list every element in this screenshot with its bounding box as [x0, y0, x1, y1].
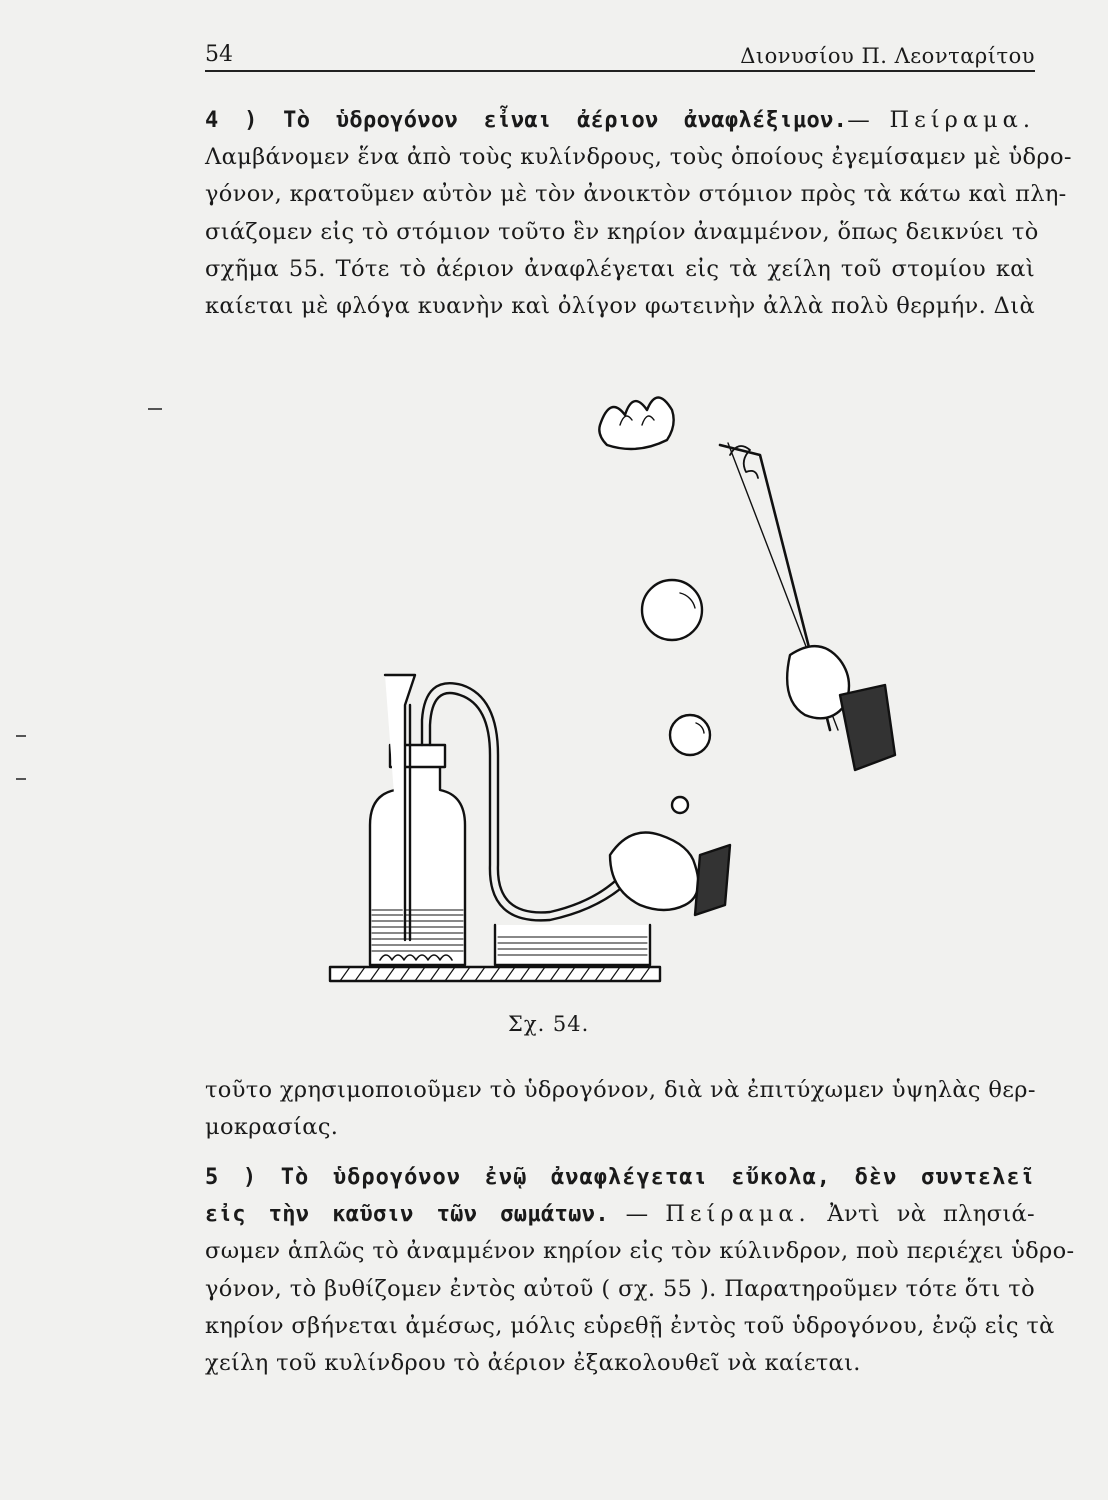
section-4-heading-line: [205, 102, 1035, 139]
running-head: Διονυσίου Π. Λεονταρίτου: [740, 44, 1035, 68]
text-line: σιάζομεν εἰς τὸ στόμιον τοῦτο ἓν κηρίον ἀναμμένον, ὅπως δεικνύει τὸ: [205, 218, 1039, 245]
right-cuff: [840, 685, 895, 770]
section-4-continuation: [205, 1072, 1035, 1146]
page-number: 54: [205, 42, 233, 67]
text-line: Λαμβάνομεν ἕνα ἀπὸ τοὺς κυλίνδρους, τοὺς ὁποίους ἐγεμίσαμεν μὲ ὑδρο-: [205, 144, 1072, 171]
section-5-paragraph: [205, 1159, 1075, 1382]
experiment-label: Πείραμα.: [665, 1201, 811, 1228]
left-cuff: [695, 845, 730, 915]
text-line: τοῦτο χρησιμοποιοῦμεν τὸ ὑδρογόνον, διὰ νὰ ἐπιτύχωμεν ὑψηλὰς θερ-: [205, 1077, 1036, 1103]
soap-bubble-small: [670, 715, 710, 755]
flask: [370, 765, 465, 965]
text-line: κηρίον σβήνεται ἀμέσως, μόλις εὑρεθῇ ἐντὸς τοῦ ὑδρογόνου, ἐνῷ εἰς τὰ: [205, 1312, 1055, 1339]
nozzle-tip: [672, 797, 688, 813]
text-line: σχῆμα 55. Τότε τὸ ἀέριον ἀναφλέγεται εἰς τὰ χείλη τοῦ στομίου καὶ: [205, 255, 1035, 282]
margin-mark: [148, 408, 162, 410]
right-hand: [787, 646, 849, 718]
trough: [495, 925, 650, 965]
text-line: μοκρασίας.: [205, 1114, 339, 1141]
figure-54-illustration: [320, 385, 950, 1005]
dash: —: [608, 1201, 666, 1228]
text-fragment: Ἀντὶ νὰ πλησιά-: [810, 1201, 1035, 1228]
dash: —: [847, 107, 890, 133]
text-line: χείλη τοῦ κυλίνδρου τὸ ἀέριον ἐξακολουθεῖ νὰ καίεται.: [205, 1350, 861, 1377]
section-4-paragraph: [205, 102, 1072, 325]
margin-mark: [16, 778, 26, 780]
section-5-heading: 5 ) Τὸ ὑδρογόνον ἐνῷ ἀναφλέγεται εὔκολα, δὲν συντελεῖ: [205, 1165, 1035, 1190]
text-line: γόνον, κρατοῦμεν αὐτὸν μὲ τὸν ἀνοικτὸν στόμιον πρὸς τὰ κάτω καὶ πλη-: [205, 181, 1067, 208]
figure-caption: Σχ. 54.: [508, 1012, 590, 1036]
text-line: σωμεν ἁπλῶς τὸ ἀναμμένον κηρίον εἰς τὸν κύλινδρον, ποὺ περιέχει ὑδρο-: [205, 1238, 1075, 1265]
soap-bubble-large: [642, 580, 702, 640]
section-5-heading-line: [205, 1196, 1035, 1233]
section-4-heading: 4 ) Τὸ ὑδρογόνον εἶναι ἀέριον ἀναφλέξιμον.: [205, 108, 848, 133]
left-hand: [610, 833, 698, 911]
margin-mark: [16, 735, 26, 737]
text-line: καίεται μὲ φλόγα κυανὴν καὶ ὀλίγον φωτεινὴν ἀλλὰ πολὺ θερμήν. Διὰ: [205, 293, 1035, 320]
page-header: [205, 36, 1035, 72]
section-5-heading-cont: εἰς τὴν καῦσιν τῶν σωμάτων.: [205, 1202, 609, 1228]
experiment-label: Πείραμα.: [889, 107, 1035, 133]
text-line: γόνον, τὸ βυθίζομεν ἐντὸς αὐτοῦ ( σχ. 55 ). Παρατηροῦμεν τότε ὅτι τὸ: [205, 1275, 1035, 1302]
flame: [599, 398, 673, 450]
